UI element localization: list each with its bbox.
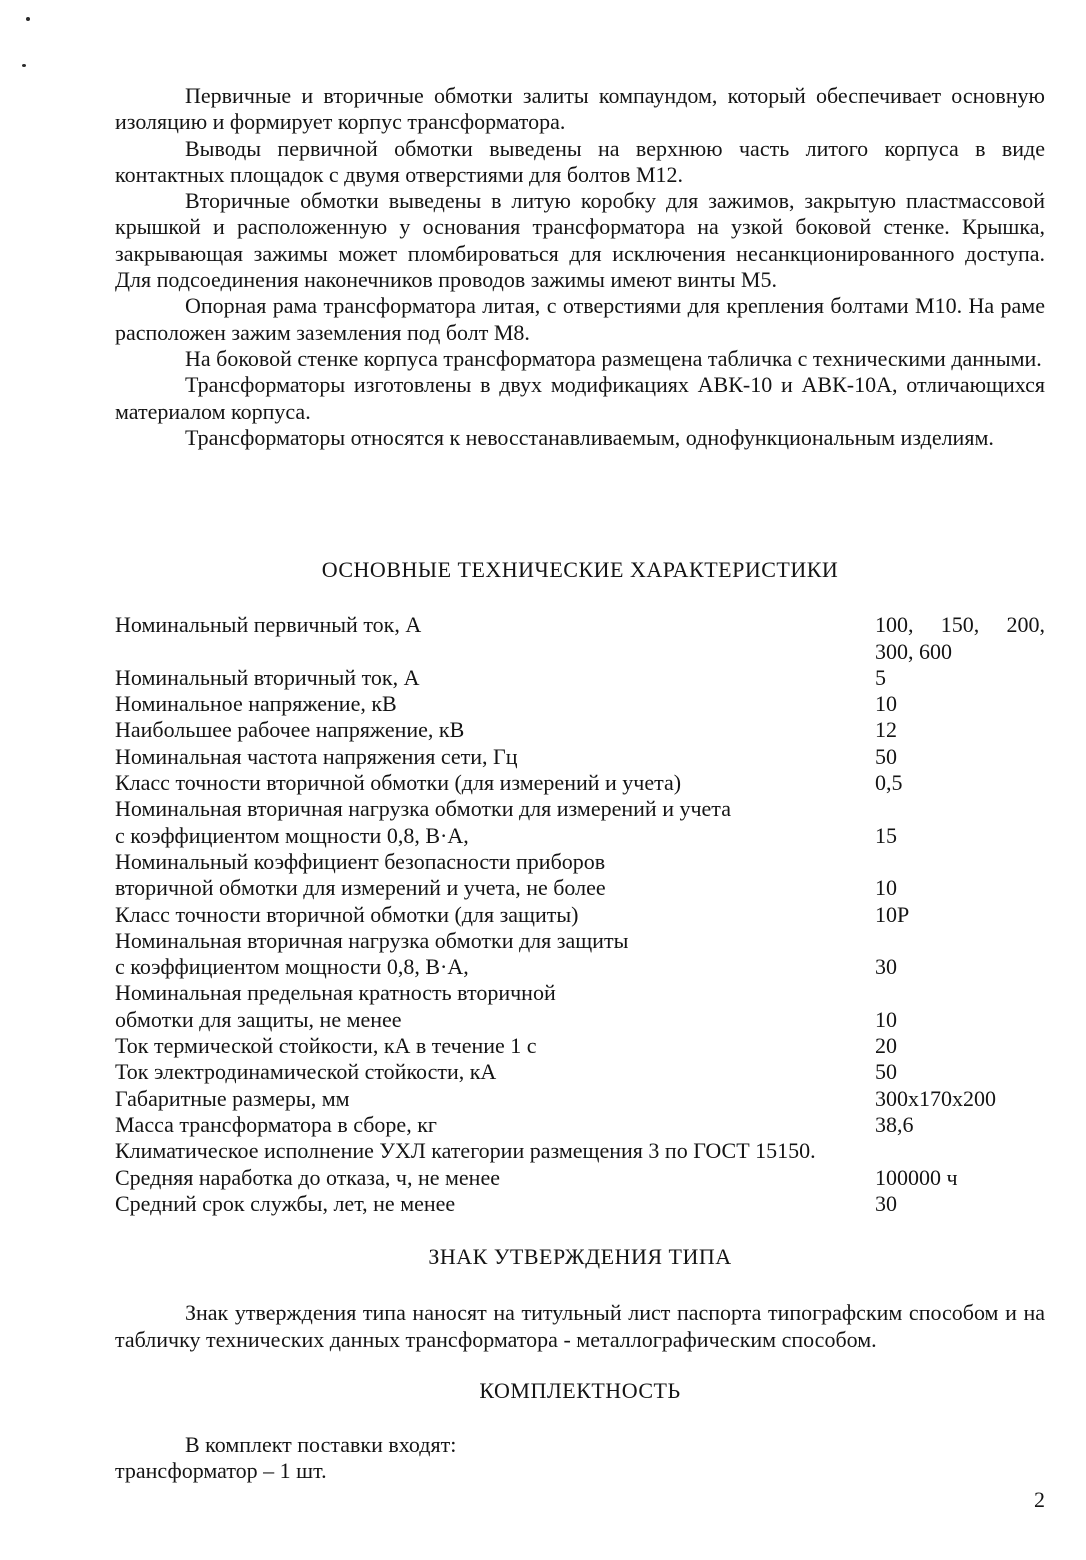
spec-label: Номинальная частота напряжения сети, Гц — [115, 743, 518, 769]
spec-value: 10Р — [875, 901, 910, 927]
intro-paragraph: Вторичные обмотки выведены в литую коробку для зажимов, закрытую пластмассовой крышкой и расположенную у основания трансформатора на узкой боковой стенке. Крышка, закрывающая зажимы может пломбироваться для исключения несанкционированного доступа. Для подсоединения наконечников проводов зажимы имеют винты М5. — [115, 188, 1045, 293]
spec-row — [115, 1007, 1045, 1033]
spec-row — [115, 1059, 1045, 1085]
intro-section — [115, 83, 1045, 504]
spec-value: 30 — [875, 954, 897, 980]
spec-label: Номинальная предельная кратность вторичной — [115, 980, 556, 1006]
spec-row — [115, 665, 1045, 691]
spec-label: вторичной обмотки для измерений и учета, не более — [115, 875, 606, 901]
spec-row — [115, 875, 1045, 901]
section-title-type-approval: ЗНАК УТВЕРЖДЕНИЯ ТИПА — [428, 1244, 732, 1270]
spec-value: 10 — [875, 875, 897, 901]
spec-row — [115, 849, 1045, 875]
scan-speck — [22, 64, 26, 67]
document-content — [115, 83, 1045, 1484]
spec-value: 30 — [875, 1190, 897, 1216]
spec-value: 15 — [875, 822, 897, 848]
spec-label: Номинальная вторичная нагрузка обмотки для защиты — [115, 927, 629, 953]
spec-label: Ток термической стойкости, кА в течение 1 с — [115, 1033, 537, 1059]
spec-row — [115, 796, 1045, 822]
spec-value — [875, 849, 1045, 875]
spec-row — [115, 744, 1045, 770]
intro-paragraph: Опорная рама трансформатора литая, с отверстиями для крепления болтами М10. На раме расположен зажим заземления под болт М8. — [115, 293, 1045, 345]
spec-value: 20 — [875, 1033, 897, 1059]
intro-paragraph: Трансформаторы изготовлены в двух модификациях АВК-10 и АВК-10А, отличающихся материалом корпуса. — [115, 372, 1045, 424]
spec-row — [115, 770, 1045, 796]
type-approval-section — [115, 1300, 1045, 1353]
spec-label: с коэффициентом мощности 0,8, В·А, — [115, 822, 469, 848]
spec-label: Ток электродинамической стойкости, кА — [115, 1059, 497, 1085]
section-title-characteristics: ОСНОВНЫЕ ТЕХНИЧЕСКИЕ ХАРАКТЕРИСТИКИ — [321, 557, 839, 582]
spec-value: 300х170х200 — [875, 1085, 996, 1111]
spec-row — [115, 823, 1045, 849]
spec-label: Класс точности вторичной обмотки (для защиты) — [115, 901, 579, 927]
completeness-section — [115, 1432, 1045, 1485]
characteristics-table — [115, 612, 1045, 1217]
spec-row — [115, 717, 1045, 743]
spec-label: Номинальная вторичная нагрузка обмотки для измерений и учета — [115, 796, 731, 822]
spec-value: 50 — [875, 743, 897, 769]
spec-value: 50 — [875, 1059, 897, 1085]
spec-row — [115, 612, 1045, 638]
spec-row — [115, 1112, 1045, 1138]
spec-value: 10 — [875, 691, 897, 717]
spec-row — [115, 691, 1045, 717]
spec-label — [115, 639, 875, 665]
intro-paragraph: На боковой стенке корпуса трансформатора размещена табличка с техническими данными. — [185, 345, 1042, 371]
spec-row — [115, 1138, 1045, 1164]
spec-label: Класс точности вторичной обмотки (для измерений и учета) — [115, 770, 682, 796]
spec-value: 100, 150, 200, — [875, 612, 1045, 638]
spec-value: 12 — [875, 717, 897, 743]
spec-label: Наибольшее рабочее напряжение, кВ — [115, 717, 465, 743]
spec-row — [115, 1165, 1045, 1191]
spec-label: Номинальный вторичный ток, А — [115, 664, 420, 690]
spec-value — [875, 980, 1045, 1006]
type-approval-paragraph: Знак утверждения типа наносят на титульный лист паспорта типографским способом и на табличку технических данных трансформатора - металлографическим способом. — [115, 1300, 1045, 1352]
spec-label: с коэффициентом мощности 0,8, В·А, — [115, 954, 469, 980]
spec-label: Средний срок службы, лет, не менее — [115, 1190, 456, 1216]
spec-value: 10 — [875, 1006, 897, 1032]
completeness-intro-line: В комплект поставки входят: — [185, 1431, 457, 1457]
spec-value: 100000 ч — [875, 1164, 958, 1190]
spec-row — [115, 1033, 1045, 1059]
spec-row — [115, 1191, 1045, 1217]
intro-paragraph: Выводы первичной обмотки выведены на верхнюю часть литого корпуса в виде контактных площадок с двумя отверстиями для болтов М12. — [115, 135, 1045, 187]
spec-row — [115, 928, 1045, 954]
spec-label: Номинальный первичный ток, А — [115, 612, 422, 638]
spec-label: Средняя наработка до отказа, ч, не менее — [115, 1164, 500, 1190]
spec-value: 0,5 — [875, 770, 903, 796]
spec-value: 38,6 — [875, 1111, 914, 1137]
spec-row — [115, 902, 1045, 928]
spec-value: 300, 600 — [875, 638, 952, 664]
completeness-item: трансформатор – 1 шт. — [115, 1458, 327, 1484]
scan-speck — [26, 17, 30, 21]
section-title-completeness: КОМПЛЕКТНОСТЬ — [479, 1378, 681, 1404]
intro-paragraph: Трансформаторы относятся к невосстанавливаемым, однофункциональным изделиям. — [185, 424, 994, 450]
intro-paragraph: Первичные и вторичные обмотки залиты компаундом, который обеспечивает основную изоляцию и формирует корпус трансформатора. — [115, 83, 1045, 135]
spec-value — [875, 796, 1045, 822]
spec-row — [115, 1086, 1045, 1112]
spec-row — [115, 980, 1045, 1006]
spec-label: Масса трансформатора в сборе, кг — [115, 1111, 437, 1137]
spec-value: 5 — [875, 664, 886, 690]
spec-label: Номинальное напряжение, кВ — [115, 691, 397, 717]
spec-row — [115, 639, 1045, 665]
spec-value — [875, 928, 1045, 954]
spec-label: Климатическое исполнение УХЛ категории размещения 3 по ГОСТ 15150. — [115, 1138, 816, 1164]
spec-row — [115, 954, 1045, 980]
spec-label: Номинальный коэффициент безопасности приборов — [115, 848, 606, 874]
spec-label: Габаритные размеры, мм — [115, 1085, 350, 1111]
spec-value — [875, 1138, 1045, 1164]
spec-label: обмотки для защиты, не менее — [115, 1006, 402, 1032]
page-number: 2 — [1034, 1487, 1045, 1512]
